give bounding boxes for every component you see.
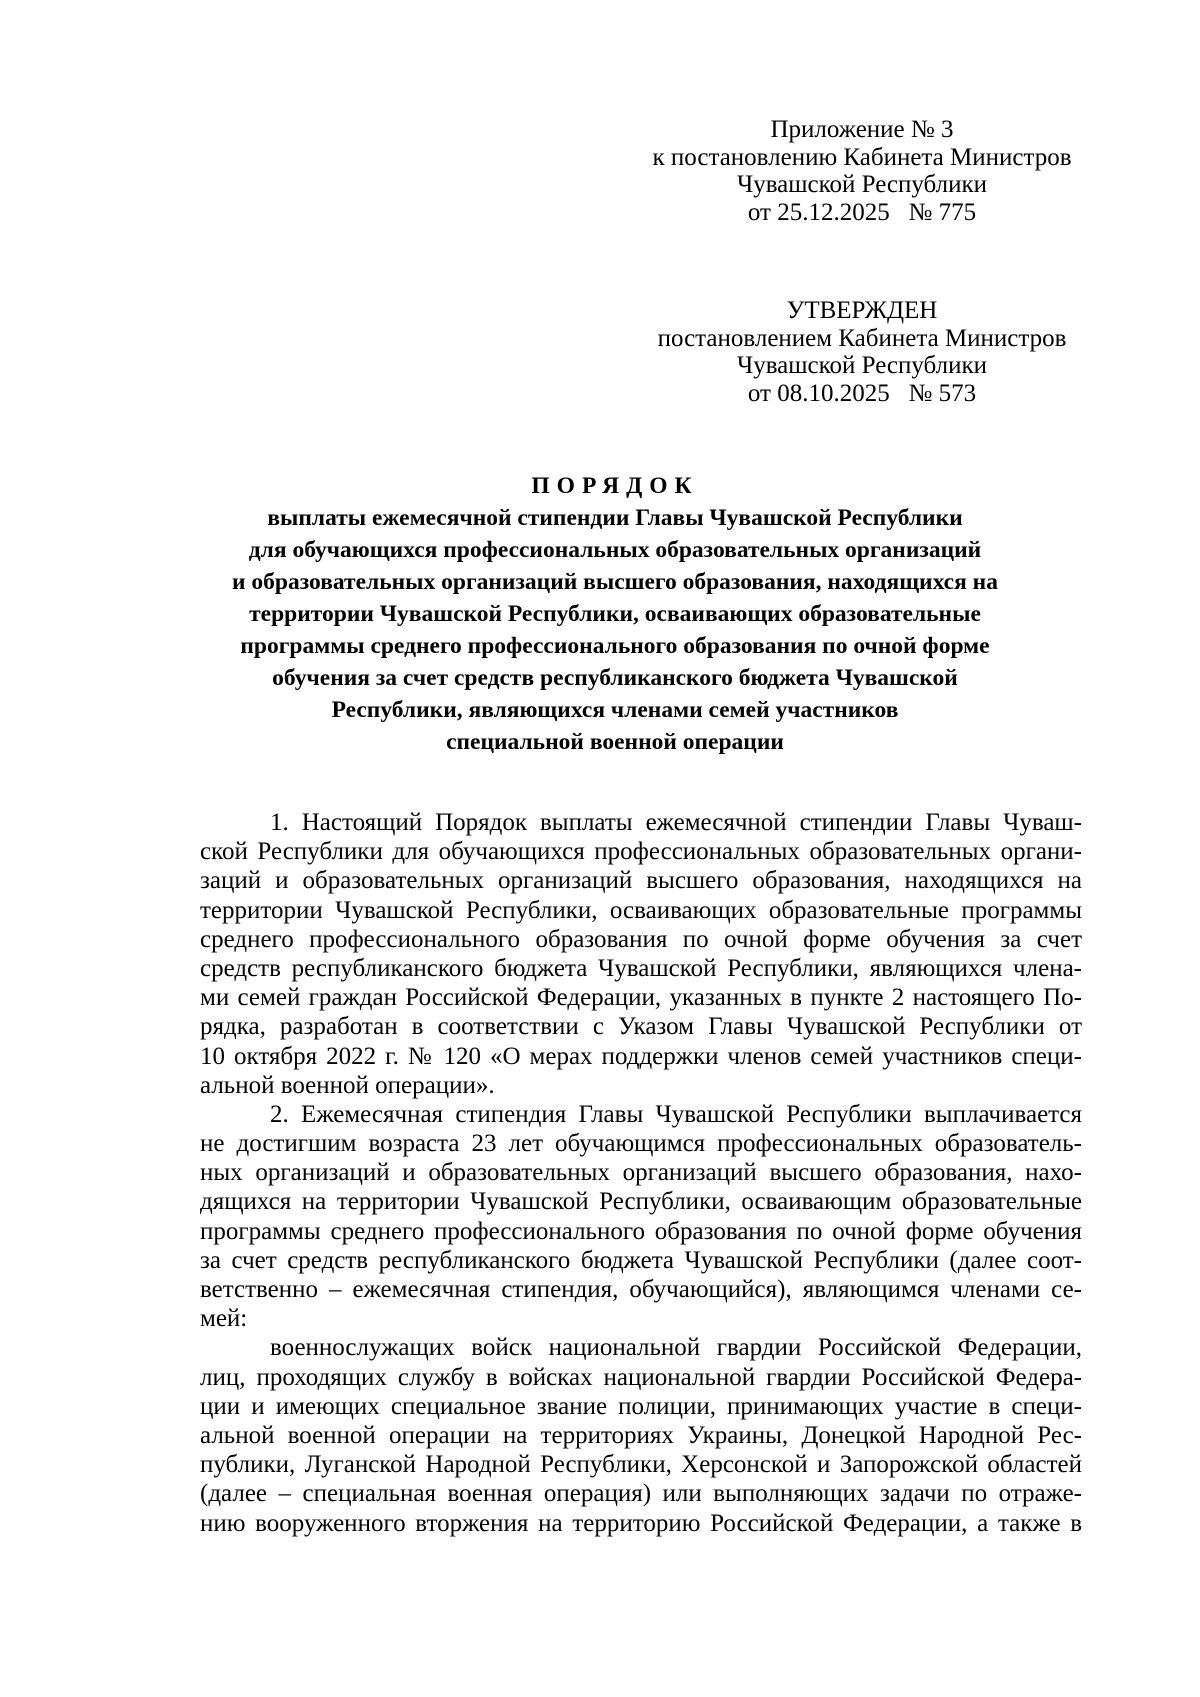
text-line: военнослужащих войск национальной гвардии Российской Федерации, [270,1334,1082,1362]
text-line: среднего профессионального образования по очной форме обучения за счет [200,925,1082,953]
text-line: ми семей граждан Российской Федерации, указанных в пункте 2 настоящего По- [200,984,1082,1012]
paragraph-1 [200,808,1082,1100]
text-line: территории Чувашской Республики, осваивающих образовательные программы [200,896,1082,924]
approval-stamp [620,297,1104,407]
text-line: ных организаций и образовательных организаций высшего образования, нахо- [200,1159,1082,1187]
appendix-date-number: от 25.12.2025 № 775 [747,198,977,226]
appendix-number: Приложение № 3 [770,116,954,143]
document-body [200,808,1082,1538]
title-line: территории Чувашской Республики, осваивающих образовательные [249,601,981,627]
approved-by-resolution: постановлением Кабинета Министров [657,324,1067,352]
title-line: для обучающихся профессиональных образовательных организаций [248,537,982,563]
document-title [150,470,1080,758]
text-line: заций и образовательных организаций высшего образования, находящихся на [200,867,1082,895]
title-main: ПОРЯДОК [531,473,699,499]
title-line: обучения за счет средств республиканского бюджета Чувашской [272,665,958,691]
paragraph-2 [200,1100,1082,1334]
text-line: публики, Луганской Народной Республики, Херсонской и Запорожской областей [200,1451,1082,1479]
text-line: не достигшим возраста 23 лет обучающимся профессиональных образователь- [200,1130,1082,1158]
text-line: 1. Настоящий Порядок выплаты ежемесячной стипендии Главы Чуваш- [270,809,1082,836]
text-line: рядка, разработан в соответствии с Указом Главы Чувашской Республики от [200,1013,1082,1041]
appendix-to-resolution: к постановлению Кабинета Министров [652,143,1072,171]
approved-label: УТВЕРЖДЕН [786,297,938,324]
text-line: средств республиканского бюджета Чувашской Республики, являющихся члена- [200,954,1082,982]
text-line: программы среднего профессионального образования по очной форме обучения [200,1217,1082,1245]
appendix-republic: Чувашской Республики [736,171,988,198]
text-line: нию вооруженного вторжения на территорию Российской Федерации, а также в [200,1509,1082,1537]
title-line: и образовательных организаций высшего образования, находящихся на [232,569,998,595]
approved-date-number: от 08.10.2025 № 573 [747,379,977,407]
text-line: 2. Ежемесячная стипендия Главы Чувашской Республики выплачивается [270,1100,1082,1128]
text-line: ветственно – ежемесячная стипендия, обучающийся), являющимся членами се- [200,1276,1082,1303]
appendix-header [620,116,1104,226]
text-line: за счет средств республиканского бюджета Чувашской Республики (далее соот- [200,1246,1082,1274]
title-line: программы среднего профессионального образования по очной форме [240,633,990,659]
text-line: ции и имеющих специальное звание полиции, принимающих участие в специ- [200,1392,1082,1420]
text-line: лиц, проходящих службу в войсках национальной гвардии Российской Федера- [200,1363,1082,1391]
text-line: альной военной операции на территориях Украины, Донецкой Народной Рес- [200,1421,1082,1449]
text-line: мей: [200,1305,248,1333]
approved-republic: Чувашской Республики [736,352,988,379]
title-line: специальной военной операции [446,729,784,755]
title-line: Республики, являющихся членами семей участников [331,697,899,723]
title-line: выплаты ежемесячной стипендии Главы Чувашской Республики [267,505,963,531]
paragraph-3 [200,1333,1082,1537]
text-line: альной военной операции». [200,1071,495,1099]
text-line: дящихся на территории Чувашской Республики, осваивающим образовательные [200,1188,1082,1216]
text-line: 10 октября 2022 г. № 120 «О мерах поддержки членов семей участников специ- [200,1042,1082,1070]
text-line: (далее – специальная военная операция) или выполняющих задачи по отраже- [200,1480,1082,1508]
text-line: ской Республики для обучающихся профессиональных образовательных органи- [200,838,1082,866]
